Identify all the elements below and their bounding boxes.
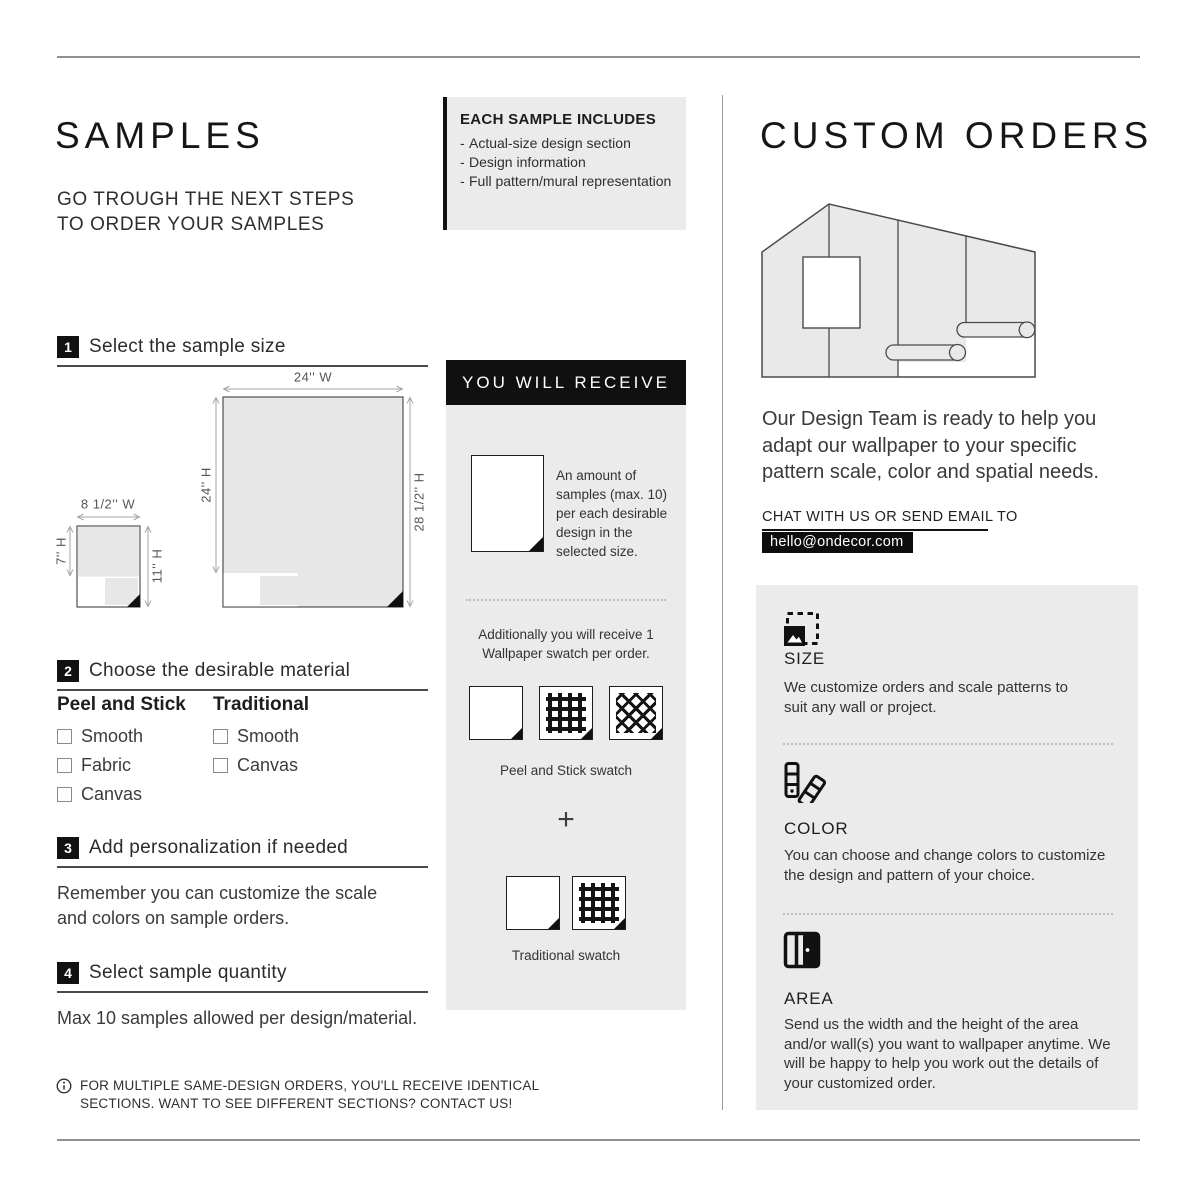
corner-fold xyxy=(511,728,522,739)
swatch-grid-pattern xyxy=(539,686,593,740)
size-feature-body: We customize orders and scale patterns to suit any wall or project. xyxy=(784,679,1069,716)
large-width-label: 24'' W xyxy=(293,369,333,385)
step-1 xyxy=(57,336,428,367)
footer-note xyxy=(56,1077,572,1112)
corner-fold xyxy=(581,728,592,739)
samples-intro-line1: GO TROUGH THE NEXT STEPS xyxy=(57,189,355,210)
peel-and-stick-swatches xyxy=(446,686,686,740)
area-feature-title: AREA xyxy=(784,989,834,1008)
material-option-smooth xyxy=(57,726,213,747)
step-1-number: 1 xyxy=(57,336,79,358)
small-height-right-label: 11'' H xyxy=(149,548,165,584)
each-sample-includes-box xyxy=(443,97,686,230)
swatch-blank xyxy=(506,876,560,930)
step-2-header xyxy=(57,660,428,691)
material-option-label: Smooth xyxy=(237,726,300,746)
includes-title: EACH SAMPLE INCLUDES xyxy=(460,111,657,128)
color-feature-title: COLOR xyxy=(784,819,849,838)
step-3-header xyxy=(57,837,428,868)
material-option-fabric xyxy=(57,755,213,776)
you-will-receive-panel xyxy=(446,405,686,1010)
checkbox[interactable] xyxy=(57,729,72,744)
plus-sign: + xyxy=(557,803,575,836)
traditional-swatch-label: Traditional swatch xyxy=(511,948,621,963)
large-height-right-label: 28 1/2'' H xyxy=(411,472,427,532)
samples-title: SAMPLES xyxy=(55,114,265,156)
material-option-label: Canvas xyxy=(237,755,299,775)
material-option-label: Smooth xyxy=(81,726,144,746)
samples-intro xyxy=(57,187,354,237)
area-feature-body: Send us the width and the height of the area and/or wall(s) you want to wallpaper anytime. We will be happy to help you work out the details of your customized order. xyxy=(784,1016,1111,1092)
step-1-label: Select the sample size xyxy=(89,336,286,357)
additional-swatch-text: Additionally you will receive 1 Wallpaper swatch per order. xyxy=(478,627,654,661)
checkbox[interactable] xyxy=(57,787,72,802)
peel-and-stick-swatch-label: Peel and Stick swatch xyxy=(499,763,633,778)
step-3-body: Remember you can customize the scale and colors on sample orders. xyxy=(57,883,378,928)
crosshatch-pattern xyxy=(616,693,656,733)
swatch-grid-pattern xyxy=(572,876,626,930)
step-3-number: 3 xyxy=(57,837,79,859)
step-1-header xyxy=(57,336,428,367)
checkbox[interactable] xyxy=(213,729,228,744)
area-icon xyxy=(783,931,821,969)
dotted-divider xyxy=(783,743,1113,745)
size-diagram-drawing xyxy=(57,370,430,615)
custom-orders-title: CUSTOM ORDERS xyxy=(760,114,1154,156)
custom-features-panel xyxy=(756,585,1138,1110)
checkbox[interactable] xyxy=(57,758,72,773)
peel-and-stick-column xyxy=(57,694,213,813)
dotted-divider xyxy=(783,913,1113,915)
step-4 xyxy=(57,962,428,1031)
includes-item: - Full pattern/mural representation xyxy=(460,172,676,191)
email-link[interactable]: hello@ondecor.com xyxy=(762,532,913,553)
samples-intro-line2: TO ORDER YOUR SAMPLES xyxy=(57,214,325,235)
traditional-swatches xyxy=(446,876,686,930)
footer-note-text: FOR MULTIPLE SAME-DESIGN ORDERS, YOU'LL RECEIVE IDENTICAL SECTIONS. WANT TO SEE DIFFERENT SECTIONS? CONTACT US! xyxy=(80,1078,539,1111)
material-option-canvas xyxy=(57,784,213,805)
checkbox[interactable] xyxy=(213,758,228,773)
size-feature-title: SIZE xyxy=(784,649,825,668)
top-rule xyxy=(57,56,1140,58)
corner-fold xyxy=(651,728,662,739)
material-options xyxy=(57,694,428,813)
peel-and-stick-title: Peel and Stick xyxy=(57,694,186,715)
swatch-blank xyxy=(469,686,523,740)
large-height-left-label: 24'' H xyxy=(198,467,214,503)
step-2-label: Choose the desirable material xyxy=(89,660,351,681)
step-3 xyxy=(57,837,428,931)
corner-fold xyxy=(614,918,625,929)
sample-sheet-graphic xyxy=(471,455,544,552)
material-option-canvas-traditional xyxy=(213,755,309,776)
step-3-label: Add personalization if needed xyxy=(89,837,349,858)
step-4-body: Max 10 samples allowed per design/material. xyxy=(57,1008,418,1028)
material-option-label: Fabric xyxy=(81,755,132,775)
grid-pattern xyxy=(579,883,619,923)
material-option-smooth-traditional xyxy=(213,726,309,747)
wall-installation-illustration xyxy=(756,195,1046,390)
step-2 xyxy=(57,660,428,691)
includes-item: - Actual-size design section xyxy=(460,134,676,153)
step-4-label: Select sample quantity xyxy=(89,962,287,983)
step-4-number: 4 xyxy=(57,962,79,984)
you-will-receive-header: YOU WILL RECEIVE xyxy=(446,360,686,405)
step-2-number: 2 xyxy=(57,660,79,682)
chat-with-us-label: CHAT WITH US OR SEND EMAIL TO xyxy=(762,509,988,531)
step-4-header xyxy=(57,962,428,993)
info-icon xyxy=(56,1078,72,1094)
material-option-label: Canvas xyxy=(81,784,143,804)
swatch-crosshatch-pattern xyxy=(609,686,663,740)
corner-fold xyxy=(529,537,543,551)
small-height-left-label: 7'' H xyxy=(53,537,69,565)
column-divider xyxy=(722,95,723,1110)
color-feature-body: You can choose and change colors to customize the design and pattern of your choice. xyxy=(784,847,1106,884)
dotted-divider xyxy=(466,599,666,601)
small-width-label: 8 1/2'' W xyxy=(80,496,136,512)
bottom-rule xyxy=(57,1139,1140,1141)
traditional-title: Traditional xyxy=(213,694,310,715)
includes-item: - Design information xyxy=(460,153,676,172)
corner-fold xyxy=(548,918,559,929)
samples-amount-text: An amount of samples (max. 10) per each desirable design in the selected size. xyxy=(556,468,668,559)
grid-pattern xyxy=(546,693,586,733)
color-icon xyxy=(783,761,827,803)
traditional-column xyxy=(213,694,309,813)
size-icon xyxy=(783,609,821,649)
sample-size-diagram xyxy=(53,369,430,615)
custom-orders-intro: Our Design Team is ready to help you adapt our wallpaper to your specific pattern scale, color and spatial needs. xyxy=(762,408,1099,483)
